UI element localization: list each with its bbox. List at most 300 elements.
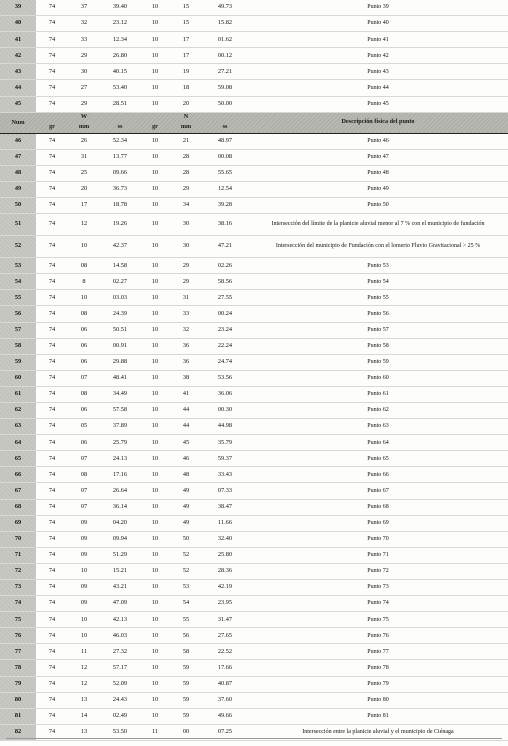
point-number: 53 [0, 258, 36, 274]
point-description: Punto 65 [248, 451, 508, 467]
latitude-degrees: 10 [140, 322, 170, 338]
point-number: 51 [0, 214, 36, 236]
longitude-seconds: 52.09 [100, 676, 140, 692]
header-description: Descripción física del punto [341, 118, 415, 126]
point-description: Punto 47 [248, 149, 508, 165]
latitude-minutes: 48 [170, 467, 202, 483]
point-number: 62 [0, 402, 36, 418]
point-description: Punto 58 [248, 338, 508, 354]
longitude-seconds: 00.91 [100, 338, 140, 354]
longitude-minutes: 06 [68, 322, 100, 338]
latitude-degrees: 10 [140, 16, 170, 32]
latitude-minutes: 29 [170, 274, 202, 290]
point-number: 75 [0, 612, 36, 628]
latitude-seconds: 00.30 [202, 402, 248, 418]
latitude-minutes: 15 [170, 16, 202, 32]
table-row [0, 547, 508, 563]
point-description: Punto 57 [248, 322, 508, 338]
longitude-degrees: 74 [36, 370, 68, 386]
table-row [0, 451, 508, 467]
table-row [0, 644, 508, 660]
header-mm-w: mm [78, 123, 90, 131]
table-row [0, 0, 508, 16]
point-description: Punto 45 [248, 96, 508, 112]
latitude-minutes: 54 [170, 596, 202, 612]
latitude-minutes: 17 [170, 32, 202, 48]
longitude-degrees: 74 [36, 165, 68, 181]
latitude-degrees: 10 [140, 596, 170, 612]
table-row [0, 628, 508, 644]
point-description: Intersección entre la planicie aluvial y el municipio de Ciénaga [248, 724, 508, 740]
table-row [0, 531, 508, 547]
point-description: Punto 77 [248, 644, 508, 660]
longitude-seconds: 02.27 [100, 274, 140, 290]
latitude-seconds: 27.21 [202, 64, 248, 80]
point-description: Punto 40 [248, 16, 508, 32]
point-description: Punto 62 [248, 402, 508, 418]
latitude-degrees: 10 [140, 708, 170, 724]
longitude-seconds: 27.32 [100, 644, 140, 660]
latitude-seconds: 44.98 [202, 419, 248, 435]
point-description: Punto 68 [248, 499, 508, 515]
latitude-seconds: 22.24 [202, 338, 248, 354]
point-description: Punto 44 [248, 80, 508, 96]
point-number: 77 [0, 644, 36, 660]
longitude-degrees: 74 [36, 386, 68, 402]
latitude-seconds: 02.26 [202, 258, 248, 274]
latitude-minutes: 21 [170, 133, 202, 149]
longitude-seconds: 12.34 [100, 32, 140, 48]
latitude-minutes: 36 [170, 354, 202, 370]
latitude-degrees: 10 [140, 547, 170, 563]
latitude-minutes: 41 [170, 386, 202, 402]
longitude-minutes: 07 [68, 483, 100, 499]
table-row [0, 16, 508, 32]
table-row [0, 198, 508, 214]
header-n: N [183, 113, 189, 121]
longitude-seconds: 25.79 [100, 435, 140, 451]
longitude-degrees: 74 [36, 258, 68, 274]
latitude-degrees: 10 [140, 198, 170, 214]
latitude-degrees: 10 [140, 32, 170, 48]
latitude-degrees: 10 [140, 236, 170, 258]
longitude-degrees: 74 [36, 531, 68, 547]
longitude-seconds: 23.12 [100, 16, 140, 32]
longitude-degrees: 74 [36, 198, 68, 214]
point-description: Punto 53 [248, 258, 508, 274]
point-description: Punto 74 [248, 596, 508, 612]
longitude-seconds: 40.15 [100, 64, 140, 80]
longitude-minutes: 10 [68, 628, 100, 644]
latitude-minutes: 58 [170, 644, 202, 660]
latitude-minutes: 49 [170, 515, 202, 531]
longitude-minutes: 33 [68, 32, 100, 48]
longitude-seconds: 24.13 [100, 451, 140, 467]
point-description: Punto 49 [248, 181, 508, 197]
longitude-seconds: 18.78 [100, 198, 140, 214]
latitude-minutes: 15 [170, 0, 202, 16]
point-description: Punto 78 [248, 660, 508, 676]
latitude-seconds: 22.52 [202, 644, 248, 660]
longitude-minutes: 06 [68, 338, 100, 354]
longitude-minutes: 14 [68, 708, 100, 724]
table-row [0, 290, 508, 306]
latitude-seconds: 17.66 [202, 660, 248, 676]
latitude-seconds: 25.80 [202, 547, 248, 563]
latitude-degrees: 10 [140, 165, 170, 181]
longitude-seconds: 51.29 [100, 547, 140, 563]
point-number: 60 [0, 370, 36, 386]
point-number: 73 [0, 580, 36, 596]
longitude-minutes: 08 [68, 386, 100, 402]
longitude-seconds: 53.40 [100, 80, 140, 96]
longitude-seconds: 43.21 [100, 580, 140, 596]
point-description: Punto 41 [248, 32, 508, 48]
longitude-minutes: 37 [68, 0, 100, 16]
latitude-seconds: 27.55 [202, 290, 248, 306]
latitude-degrees: 10 [140, 692, 170, 708]
latitude-seconds: 42.19 [202, 580, 248, 596]
point-description: Punto 39 [248, 0, 508, 16]
point-description: Intersección del municipio de Fundación con el lomerio Fluvio Gravitacional > 25 % [248, 236, 508, 258]
longitude-minutes: 31 [68, 149, 100, 165]
longitude-degrees: 74 [36, 580, 68, 596]
longitude-seconds: 26.64 [100, 483, 140, 499]
table-header [0, 112, 508, 133]
longitude-degrees: 74 [36, 612, 68, 628]
longitude-minutes: 07 [68, 499, 100, 515]
point-description: Punto 42 [248, 48, 508, 64]
longitude-degrees: 74 [36, 419, 68, 435]
point-number: 70 [0, 531, 36, 547]
table-row [0, 64, 508, 80]
latitude-seconds: 01.62 [202, 32, 248, 48]
header-w: W [80, 113, 88, 121]
table-row [0, 402, 508, 418]
longitude-degrees: 74 [36, 306, 68, 322]
point-description: Punto 55 [248, 290, 508, 306]
point-number: 58 [0, 338, 36, 354]
point-number: 54 [0, 274, 36, 290]
longitude-minutes: 32 [68, 16, 100, 32]
longitude-minutes: 12 [68, 660, 100, 676]
point-number: 71 [0, 547, 36, 563]
longitude-degrees: 74 [36, 338, 68, 354]
longitude-seconds: 57.17 [100, 660, 140, 676]
table-row [0, 676, 508, 692]
longitude-seconds: 19.26 [100, 214, 140, 236]
point-number: 41 [0, 32, 36, 48]
latitude-seconds: 07.25 [202, 724, 248, 740]
longitude-seconds: 04.20 [100, 515, 140, 531]
table-row [0, 435, 508, 451]
point-description: Punto 54 [248, 274, 508, 290]
longitude-minutes: 06 [68, 402, 100, 418]
table-row [0, 214, 508, 236]
longitude-minutes: 12 [68, 214, 100, 236]
point-number: 50 [0, 198, 36, 214]
point-number: 69 [0, 515, 36, 531]
table-row [0, 692, 508, 708]
header-ss-n: ss [222, 123, 228, 131]
longitude-minutes: 12 [68, 676, 100, 692]
latitude-seconds: 24.74 [202, 354, 248, 370]
latitude-minutes: 00 [170, 724, 202, 740]
latitude-minutes: 19 [170, 64, 202, 80]
point-description: Punto 69 [248, 515, 508, 531]
table-row [0, 258, 508, 274]
point-number: 68 [0, 499, 36, 515]
latitude-seconds: 33.43 [202, 467, 248, 483]
point-number: 63 [0, 419, 36, 435]
latitude-degrees: 10 [140, 499, 170, 515]
table-row [0, 612, 508, 628]
longitude-minutes: 27 [68, 80, 100, 96]
longitude-minutes: 11 [68, 644, 100, 660]
latitude-minutes: 59 [170, 660, 202, 676]
latitude-seconds: 40.87 [202, 676, 248, 692]
longitude-minutes: 29 [68, 96, 100, 112]
latitude-minutes: 20 [170, 96, 202, 112]
table-row [0, 274, 508, 290]
longitude-minutes: 17 [68, 198, 100, 214]
point-number: 49 [0, 181, 36, 197]
longitude-minutes: 09 [68, 547, 100, 563]
latitude-seconds: 23.95 [202, 596, 248, 612]
latitude-degrees: 10 [140, 80, 170, 96]
table-row [0, 596, 508, 612]
point-description: Punto 75 [248, 612, 508, 628]
longitude-seconds: 42.13 [100, 612, 140, 628]
longitude-degrees: 74 [36, 181, 68, 197]
table-row [0, 467, 508, 483]
longitude-degrees: 74 [36, 236, 68, 258]
latitude-degrees: 10 [140, 338, 170, 354]
header-gr-w: gr [49, 123, 55, 131]
point-number: 66 [0, 467, 36, 483]
latitude-minutes: 44 [170, 419, 202, 435]
longitude-degrees: 74 [36, 96, 68, 112]
latitude-minutes: 28 [170, 149, 202, 165]
longitude-minutes: 07 [68, 370, 100, 386]
longitude-degrees: 74 [36, 290, 68, 306]
latitude-degrees: 10 [140, 644, 170, 660]
longitude-minutes: 29 [68, 48, 100, 64]
point-number: 57 [0, 322, 36, 338]
point-description: Punto 60 [248, 370, 508, 386]
latitude-degrees: 10 [140, 660, 170, 676]
point-number: 39 [0, 0, 36, 16]
latitude-minutes: 49 [170, 499, 202, 515]
latitude-seconds: 00.08 [202, 149, 248, 165]
longitude-minutes: 13 [68, 692, 100, 708]
latitude-seconds: 59.08 [202, 80, 248, 96]
point-number: 56 [0, 306, 36, 322]
longitude-minutes: 8 [68, 274, 100, 290]
table-row [0, 165, 508, 181]
latitude-minutes: 38 [170, 370, 202, 386]
latitude-seconds: 15.82 [202, 16, 248, 32]
longitude-minutes: 25 [68, 165, 100, 181]
point-number: 82 [0, 724, 36, 740]
longitude-seconds: 03.03 [100, 290, 140, 306]
latitude-seconds: 11.66 [202, 515, 248, 531]
latitude-seconds: 50.00 [202, 96, 248, 112]
latitude-seconds: 28.36 [202, 563, 248, 579]
latitude-degrees: 10 [140, 483, 170, 499]
latitude-seconds: 35.79 [202, 435, 248, 451]
latitude-seconds: 39.28 [202, 198, 248, 214]
longitude-degrees: 74 [36, 467, 68, 483]
point-number: 59 [0, 354, 36, 370]
point-number: 78 [0, 660, 36, 676]
table-row [0, 96, 508, 112]
longitude-seconds: 09.66 [100, 165, 140, 181]
table-row [0, 580, 508, 596]
longitude-degrees: 74 [36, 64, 68, 80]
latitude-seconds: 37.60 [202, 692, 248, 708]
latitude-seconds: 53.56 [202, 370, 248, 386]
latitude-minutes: 30 [170, 236, 202, 258]
latitude-minutes: 52 [170, 563, 202, 579]
latitude-minutes: 56 [170, 628, 202, 644]
latitude-minutes: 33 [170, 306, 202, 322]
point-number: 52 [0, 236, 36, 258]
latitude-degrees: 10 [140, 435, 170, 451]
point-number: 55 [0, 290, 36, 306]
longitude-minutes: 08 [68, 467, 100, 483]
point-number: 48 [0, 165, 36, 181]
longitude-minutes: 09 [68, 515, 100, 531]
longitude-minutes: 10 [68, 290, 100, 306]
latitude-minutes: 49 [170, 483, 202, 499]
latitude-minutes: 36 [170, 338, 202, 354]
longitude-seconds: 17.16 [100, 467, 140, 483]
latitude-degrees: 10 [140, 0, 170, 16]
point-description: Punto 48 [248, 165, 508, 181]
latitude-minutes: 29 [170, 258, 202, 274]
latitude-degrees: 10 [140, 149, 170, 165]
point-number: 45 [0, 96, 36, 112]
longitude-seconds: 37.89 [100, 419, 140, 435]
table-row [0, 419, 508, 435]
latitude-minutes: 18 [170, 80, 202, 96]
latitude-seconds: 49.66 [202, 708, 248, 724]
longitude-minutes: 05 [68, 419, 100, 435]
longitude-minutes: 10 [68, 563, 100, 579]
latitude-seconds: 12.54 [202, 181, 248, 197]
latitude-seconds: 00.24 [202, 306, 248, 322]
latitude-degrees: 10 [140, 628, 170, 644]
table-row [0, 80, 508, 96]
latitude-degrees: 10 [140, 419, 170, 435]
latitude-minutes: 32 [170, 322, 202, 338]
point-description: Punto 81 [248, 708, 508, 724]
longitude-seconds: 52.34 [100, 133, 140, 149]
longitude-minutes: 07 [68, 451, 100, 467]
latitude-degrees: 10 [140, 133, 170, 149]
point-description: Punto 80 [248, 692, 508, 708]
longitude-minutes: 20 [68, 181, 100, 197]
latitude-degrees: 10 [140, 467, 170, 483]
point-description: Punto 63 [248, 419, 508, 435]
latitude-seconds: 00.12 [202, 48, 248, 64]
longitude-degrees: 74 [36, 644, 68, 660]
point-description: Punto 67 [248, 483, 508, 499]
longitude-degrees: 74 [36, 547, 68, 563]
longitude-degrees: 74 [36, 692, 68, 708]
longitude-minutes: 10 [68, 236, 100, 258]
longitude-degrees: 74 [36, 435, 68, 451]
longitude-degrees: 74 [36, 16, 68, 32]
longitude-degrees: 74 [36, 0, 68, 16]
table-row [0, 354, 508, 370]
longitude-degrees: 74 [36, 563, 68, 579]
longitude-seconds: 46.03 [100, 628, 140, 644]
latitude-minutes: 17 [170, 48, 202, 64]
point-description: Punto 59 [248, 354, 508, 370]
longitude-minutes: 13 [68, 724, 100, 740]
point-number: 79 [0, 676, 36, 692]
header-ss-w: ss [117, 123, 123, 131]
latitude-degrees: 11 [140, 724, 170, 740]
table-row [0, 499, 508, 515]
latitude-degrees: 10 [140, 290, 170, 306]
latitude-degrees: 10 [140, 181, 170, 197]
latitude-degrees: 10 [140, 48, 170, 64]
longitude-degrees: 74 [36, 149, 68, 165]
latitude-minutes: 59 [170, 708, 202, 724]
point-description: Punto 64 [248, 435, 508, 451]
latitude-seconds: 07.33 [202, 483, 248, 499]
longitude-seconds: 53.50 [100, 724, 140, 740]
longitude-degrees: 74 [36, 499, 68, 515]
point-description: Punto 70 [248, 531, 508, 547]
latitude-degrees: 10 [140, 354, 170, 370]
latitude-degrees: 10 [140, 402, 170, 418]
latitude-degrees: 10 [140, 64, 170, 80]
table-row [0, 181, 508, 197]
longitude-degrees: 74 [36, 80, 68, 96]
latitude-minutes: 46 [170, 451, 202, 467]
point-number: 42 [0, 48, 36, 64]
point-number: 74 [0, 596, 36, 612]
point-number: 65 [0, 451, 36, 467]
longitude-seconds: 14.58 [100, 258, 140, 274]
longitude-seconds: 48.41 [100, 370, 140, 386]
latitude-minutes: 45 [170, 435, 202, 451]
table-row [0, 149, 508, 165]
latitude-seconds: 59.37 [202, 451, 248, 467]
latitude-minutes: 30 [170, 214, 202, 236]
latitude-minutes: 50 [170, 531, 202, 547]
longitude-seconds: 36.14 [100, 499, 140, 515]
longitude-degrees: 74 [36, 596, 68, 612]
latitude-minutes: 53 [170, 580, 202, 596]
longitude-seconds: 42.37 [100, 236, 140, 258]
longitude-seconds: 26.80 [100, 48, 140, 64]
point-description: Punto 43 [248, 64, 508, 80]
top-rows [0, 0, 508, 112]
longitude-degrees: 74 [36, 708, 68, 724]
point-description: Punto 79 [248, 676, 508, 692]
main-rows [0, 133, 508, 740]
longitude-degrees: 74 [36, 483, 68, 499]
longitude-seconds: 34.49 [100, 386, 140, 402]
table-row [0, 563, 508, 579]
latitude-minutes: 29 [170, 181, 202, 197]
point-description: Punto 56 [248, 306, 508, 322]
